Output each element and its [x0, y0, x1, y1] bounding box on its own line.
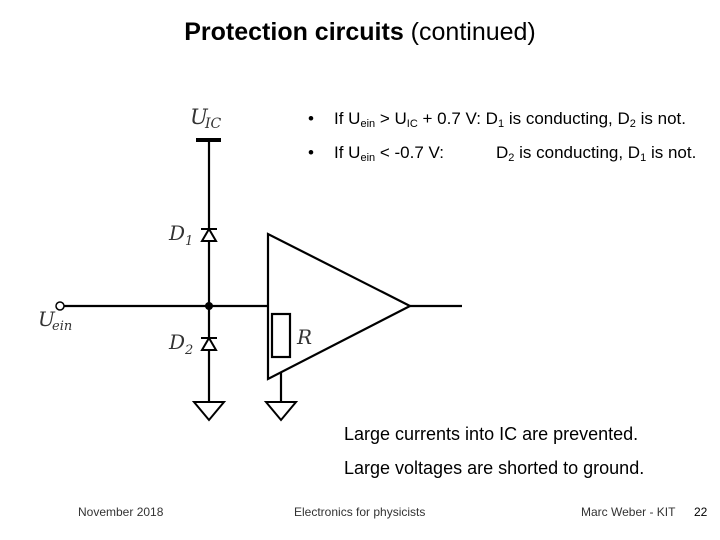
- diode-d1: [201, 229, 217, 241]
- footer-course: Electronics for physicists: [294, 505, 426, 519]
- note-voltages: Large voltages are shorted to ground.: [344, 458, 645, 478]
- resistor: [272, 314, 290, 357]
- bullet-sub: 1: [497, 118, 505, 130]
- page-number: 22: [694, 505, 708, 519]
- bullet-sub: ein: [360, 152, 376, 164]
- label-d2-sub: 2: [185, 343, 194, 358]
- label-supply-main: U: [190, 105, 208, 129]
- bullet-sub: ein: [360, 118, 376, 130]
- label-input-sub: ein: [52, 319, 73, 334]
- bullet-text: < -0.7 V:: [375, 143, 444, 162]
- label-d2-main: D: [169, 330, 186, 354]
- bullet-text: If U: [334, 109, 361, 128]
- ground-symbol-left: [194, 402, 224, 420]
- bullet-sub: 1: [640, 152, 647, 164]
- input-terminal: [56, 302, 64, 310]
- title-bold: Protection circuits: [184, 18, 404, 46]
- title-normal: (continued): [403, 18, 536, 46]
- bullet-text: is not.: [646, 143, 697, 162]
- footer-author: Marc Weber - KIT: [581, 505, 676, 519]
- label-d1-main: D: [169, 221, 186, 245]
- bullet-text: If U: [334, 143, 361, 162]
- footer-date: November 2018: [78, 505, 164, 519]
- ground-symbol-right: [266, 402, 296, 420]
- label-supply-sub: IC: [205, 116, 222, 132]
- bullet-text: D: [496, 143, 509, 162]
- bullet-sub: 2: [629, 118, 636, 130]
- junction-dot: [205, 302, 213, 310]
- bullet-text: is conducting, D: [504, 109, 630, 128]
- bullet-text: + 0.7 V: D: [417, 109, 498, 128]
- label-input-main: U: [38, 307, 55, 331]
- bullet-text: > U: [375, 109, 407, 128]
- bullet-text: is conducting, D: [514, 143, 641, 162]
- label-resistor: R: [297, 325, 313, 349]
- diode-d2: [201, 338, 217, 350]
- bullet-marker: •: [308, 143, 314, 162]
- bullet-text: is not.: [635, 109, 686, 128]
- bullet-marker: •: [308, 109, 314, 128]
- note-currents: Large currents into IC are prevented.: [344, 424, 639, 444]
- label-d1-sub: 1: [185, 234, 194, 249]
- bullet-sub: 2: [508, 152, 515, 164]
- bullet-sub: IC: [406, 118, 418, 130]
